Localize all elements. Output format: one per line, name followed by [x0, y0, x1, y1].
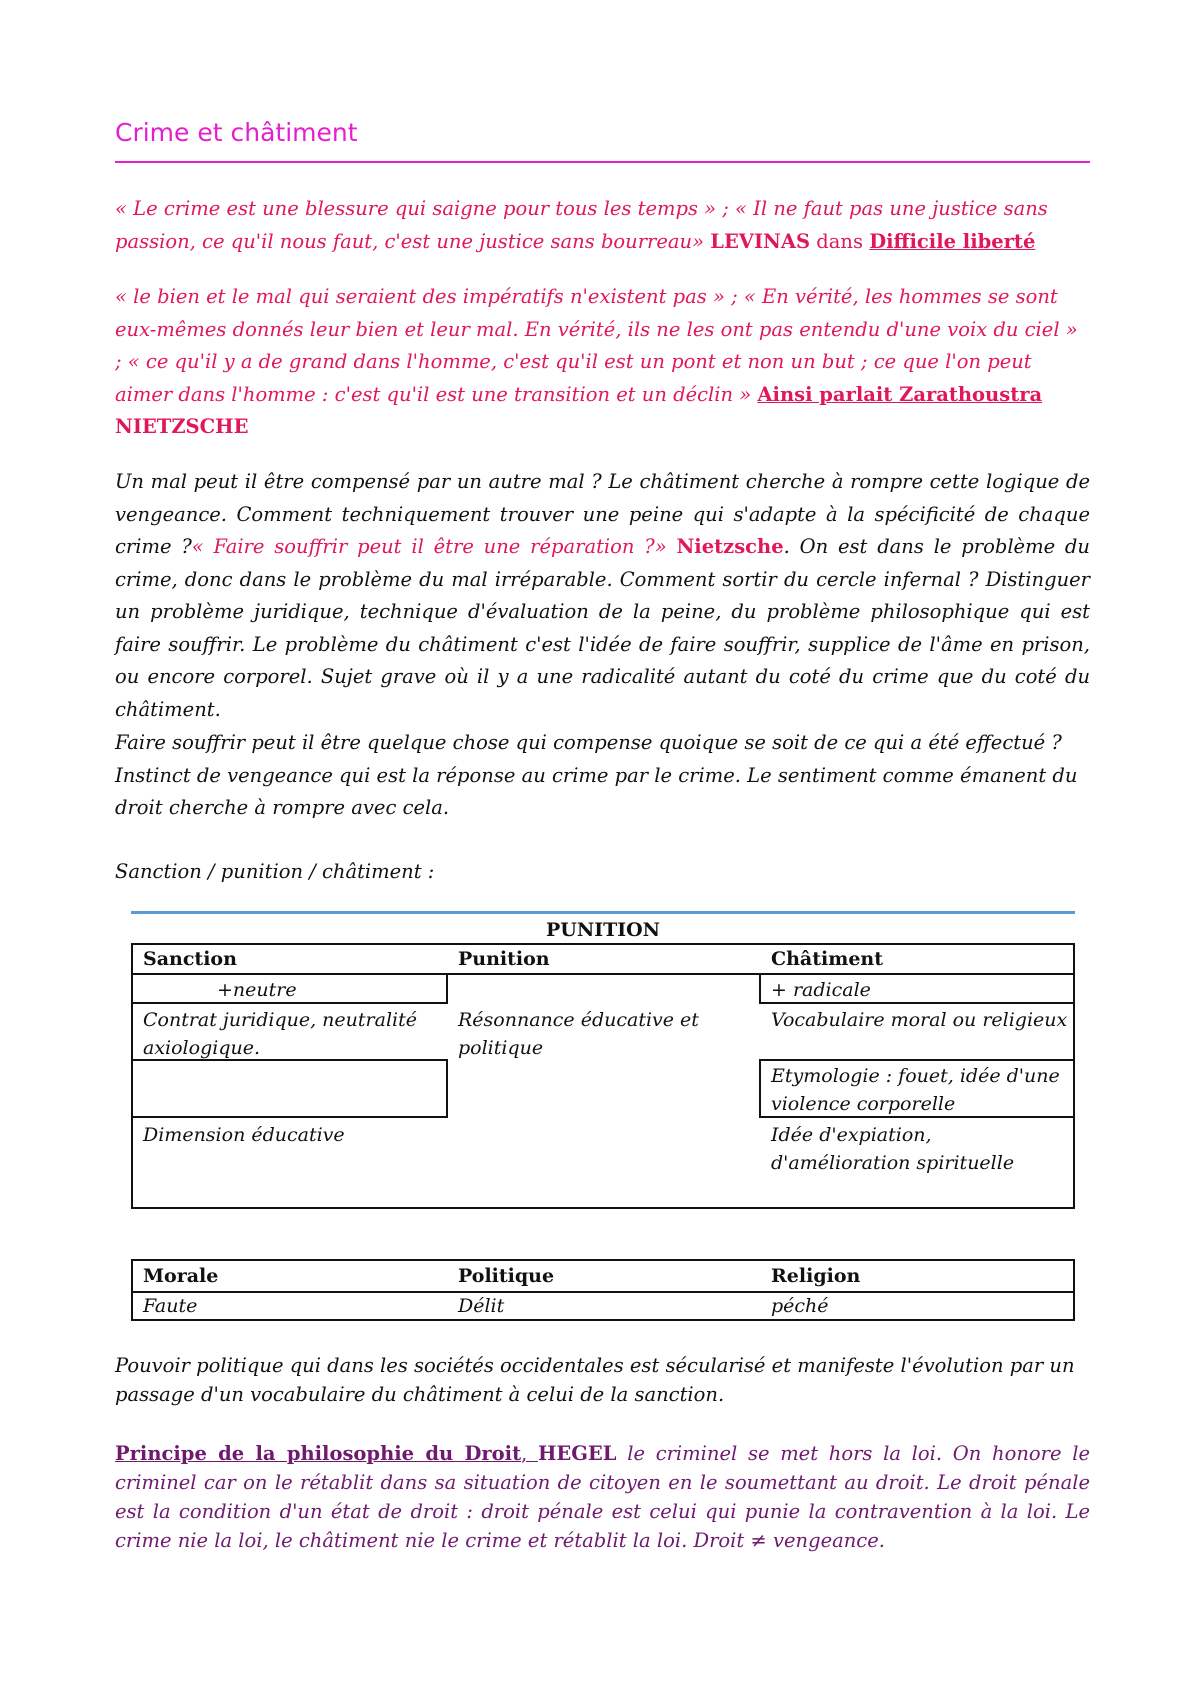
chatiment-expiation: Idée d'expiation, d'amélioration spirituelle [771, 1124, 1015, 1174]
chatiment-etymologie: Etymologie : fouet, idée d'une violence corporelle [771, 1065, 1060, 1115]
chatiment-vocabulaire: Vocabulaire moral ou religieux [771, 1009, 1068, 1031]
body-p1-a: Un mal peut il être compensé par un autre mal ? Le châtiment cherche à rompre cette logique de vengeance. Comment techniquement trouver une peine qui s'adapte à la spécificité de chaque crime ? [115, 470, 1090, 558]
header-punition: Punition [458, 948, 550, 970]
chatiment-radicale: + radicale [771, 979, 871, 1001]
body-p1-b: . On est dans le problème du crime, donc dans le problème du mal irréparable. Comment sortir du cercle infernal ? Distinguer un problème juridique, technique d'évaluation de la peine, du problème philosophique qui est faire souffrir. Le problème du châtiment c'est l'idée de faire souffrir, supplice de l'âme en prison, ou encore corporel. Sujet grave où il y a une radicalité autant du coté du crime que du coté du châtiment. [115, 535, 1090, 721]
body-p1-quote: « Faire souffrir peut il être une réparation ?» [191, 535, 667, 558]
nietzsche-work: Ainsi parlait Zarathoustra [757, 382, 1043, 406]
hegel-work: Principe de la philosophie du Droit [115, 1442, 522, 1465]
hegel-sep: , [521, 1442, 538, 1465]
domains-table [131, 1259, 1075, 1321]
body-p2: Faire souffrir peut il être quelque chose qui compense quoique se soit de ce qui a été effectué ? Instinct de vengeance qui est la réponse au crime par le crime. Le sentiment comme émanent du droit cherche à rompre avec cela. [115, 731, 1078, 819]
domain-header-religion: Religion [771, 1265, 861, 1287]
nietzsche-author: NIETZSCHE [115, 415, 249, 438]
domain-value-delit: Délit [458, 1295, 505, 1317]
levinas-work: Difficile liberté [869, 229, 1036, 253]
page-title: Crime et châtiment [115, 118, 358, 147]
hegel-paragraph [115, 1439, 1090, 1555]
body-p1-author: Nietzsche [676, 535, 784, 558]
hegel-author: HEGEL [537, 1442, 617, 1465]
sanction-contrat: Contrat juridique, neutralité axiologique. [143, 1009, 417, 1059]
body-paragraph-2 [115, 727, 1090, 825]
header-sanction: Sanction [143, 948, 237, 970]
levinas-quote-block [115, 193, 1090, 258]
sanction-dimension: Dimension éducative [143, 1124, 345, 1146]
domain-header-politique: Politique [458, 1265, 555, 1287]
body-p3: Sanction / punition / châtiment : [115, 860, 435, 883]
domain-value-faute: Faute [143, 1295, 198, 1317]
levinas-author: LEVINAS [710, 229, 811, 253]
body-paragraph-3 [115, 856, 1090, 889]
levinas-quote: « Le crime est une blessure qui saigne pour tous les temps » ; « Il ne faut pas une justice sans passion, ce qu'il nous faut, c'est une justice sans bourreau» [115, 197, 1048, 253]
body-paragraph-4 [115, 1351, 1090, 1409]
table-caption: PUNITION [545, 919, 661, 941]
nietzsche-quote: « le bien et le mal qui seraient des impératifs n'existent pas » ; « En vérité, les hommes se sont eux-mêmes donnés leur bien et leur mal. En vérité, ils ne les ont pas entendu d'une voix du ciel » ; « ce qu'il y a de grand dans l'homme, c'est qu'il est un pont et non un but ; ce que l'on peut aimer dans l'homme : c'est qu'il est une transition et un déclin » [115, 285, 1078, 406]
body-paragraph-1 [115, 466, 1090, 726]
hegel-text: le criminel se met hors la loi. On honore le criminel car on le rétablit dans sa situation de citoyen en le soumettant au droit. Le droit pénale est la condition d'un état de droit : droit pénale est celui qui punie la contravention à la loi. Le crime nie la loi, le châtiment nie le crime et rétablit la loi. Droit ≠ vengeance. [115, 1442, 1090, 1552]
table-top-rule [131, 911, 1075, 914]
punition-resonnance: Résonnance éducative et politique [458, 1009, 699, 1059]
domain-value-peche: péché [771, 1295, 829, 1317]
header-chatiment: Châtiment [771, 948, 884, 970]
domains-header-divider [131, 1291, 1075, 1293]
domain-header-morale: Morale [143, 1265, 219, 1287]
levinas-dans: dans [810, 229, 870, 253]
title-underline [115, 161, 1090, 163]
body-p4: Pouvoir politique qui dans les sociétés occidentales est sécularisé et manifeste l'évolution par un passage d'un vocabulaire du châtiment à celui de la sanction. [115, 1354, 1075, 1406]
nietzsche-quote-block [115, 281, 1090, 444]
sanction-empty-box [131, 1059, 448, 1118]
sanction-neutre: +neutre [217, 979, 297, 1001]
